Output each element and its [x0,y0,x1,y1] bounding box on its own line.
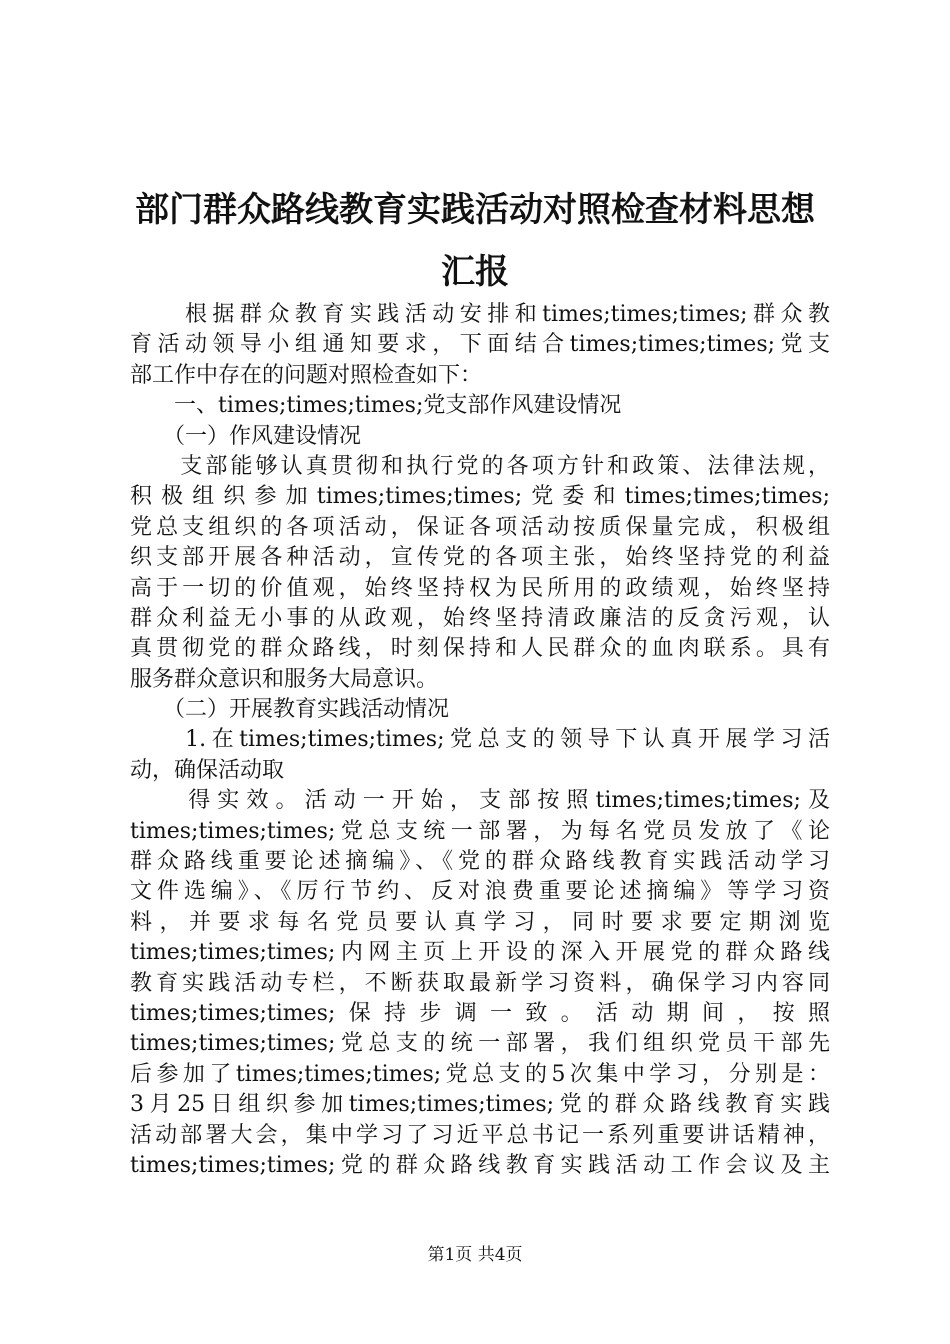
body-text-line: 根据群众教育实践活动安排和times;times;times;群众教 [130,302,830,327]
body-text-line: 活动部署大会，集中学习了习近平总书记一系列重要讲话精神， [130,1122,830,1148]
body-text-line: times;times;times;党总支的统一部署，我们组织党员干部先 [130,1031,830,1057]
body-text-line: 支部能够认真贯彻和执行党的各项方针和政策、法律法规， [130,453,830,479]
body-text-line: 部工作中存在的问题对照检查如下： [130,362,483,388]
body-text-line: times;times;times;内网主页上开设的深入开展党的群众路线 [130,940,830,966]
body-text-line: 党总支组织的各项活动，保证各项活动按质保量完成，积极组 [130,514,830,540]
page-footer: 第1页 共4页 [427,1245,523,1265]
body-text-line: 后参加了times;times;times;党总支的5次集中学习，分别是： [130,1061,830,1087]
body-text-line: 教育实践活动专栏，不断获取最新学习资料，确保学习内容同 [130,970,830,996]
document-title-line-2: 汇报 [441,252,509,292]
document-body [130,300,830,1181]
body-text-line: 织支部开展各种活动，宣传党的各项主张，始终坚持党的利益 [130,545,830,571]
body-text-line: 育活动领导小组通知要求，下面结合times;times;times;党支 [130,332,830,358]
body-text-line: （二）开展教育实践活动情况 [130,697,450,723]
body-text-line: 真贯彻党的群众路线，时刻保持和人民群众的血肉联系。具有 [130,636,830,662]
body-text-line: 1.在times;times;times;党总支的领导下认真开展学习活 [130,727,830,753]
body-text-line: 一、times;times;times;党支部作风建设情况 [130,393,622,419]
body-text-line: 文件选编》、《厉行节约、反对浪费重要论述摘编》等学习资 [130,879,830,905]
body-text-line: （一）作风建设情况 [130,423,362,449]
body-text-line: times;times;times;党总支统一部署，为每名党员发放了《论 [130,818,830,844]
body-text-line: 料，并要求每名党员要认真学习，同时要求要定期浏览 [130,909,830,935]
body-text-line: 3月25日组织参加times;times;times;党的群众路线教育实践 [130,1092,830,1118]
body-text-line: times;times;times;党的群众路线教育实践活动工作会议及主 [130,1152,830,1178]
body-text-line: times;times;times;保持步调一致。活动期间，按照 [130,1000,830,1026]
body-text-line: 积极组织参加times;times;times;党委和times;times;times; [130,484,830,510]
body-text-line: 群众路线重要论述摘编》、《党的群众路线教育实践活动学习 [130,849,830,875]
body-text-line: 高于一切的价值观，始终坚持权为民所用的政绩观，始终坚持 [130,575,830,601]
body-text-line: 动，确保活动取 [130,757,285,783]
body-text-line: 群众利益无小事的从政观，始终坚持清政廉洁的反贪污观，认 [130,605,830,631]
document-title-line-1: 部门群众路线教育实践活动对照检查材料思想 [135,190,815,230]
body-text-line: 服务群众意识和服务大局意识。 [130,666,439,692]
body-text-line: 得实效。活动一开始，支部按照times;times;times;及 [130,788,830,814]
